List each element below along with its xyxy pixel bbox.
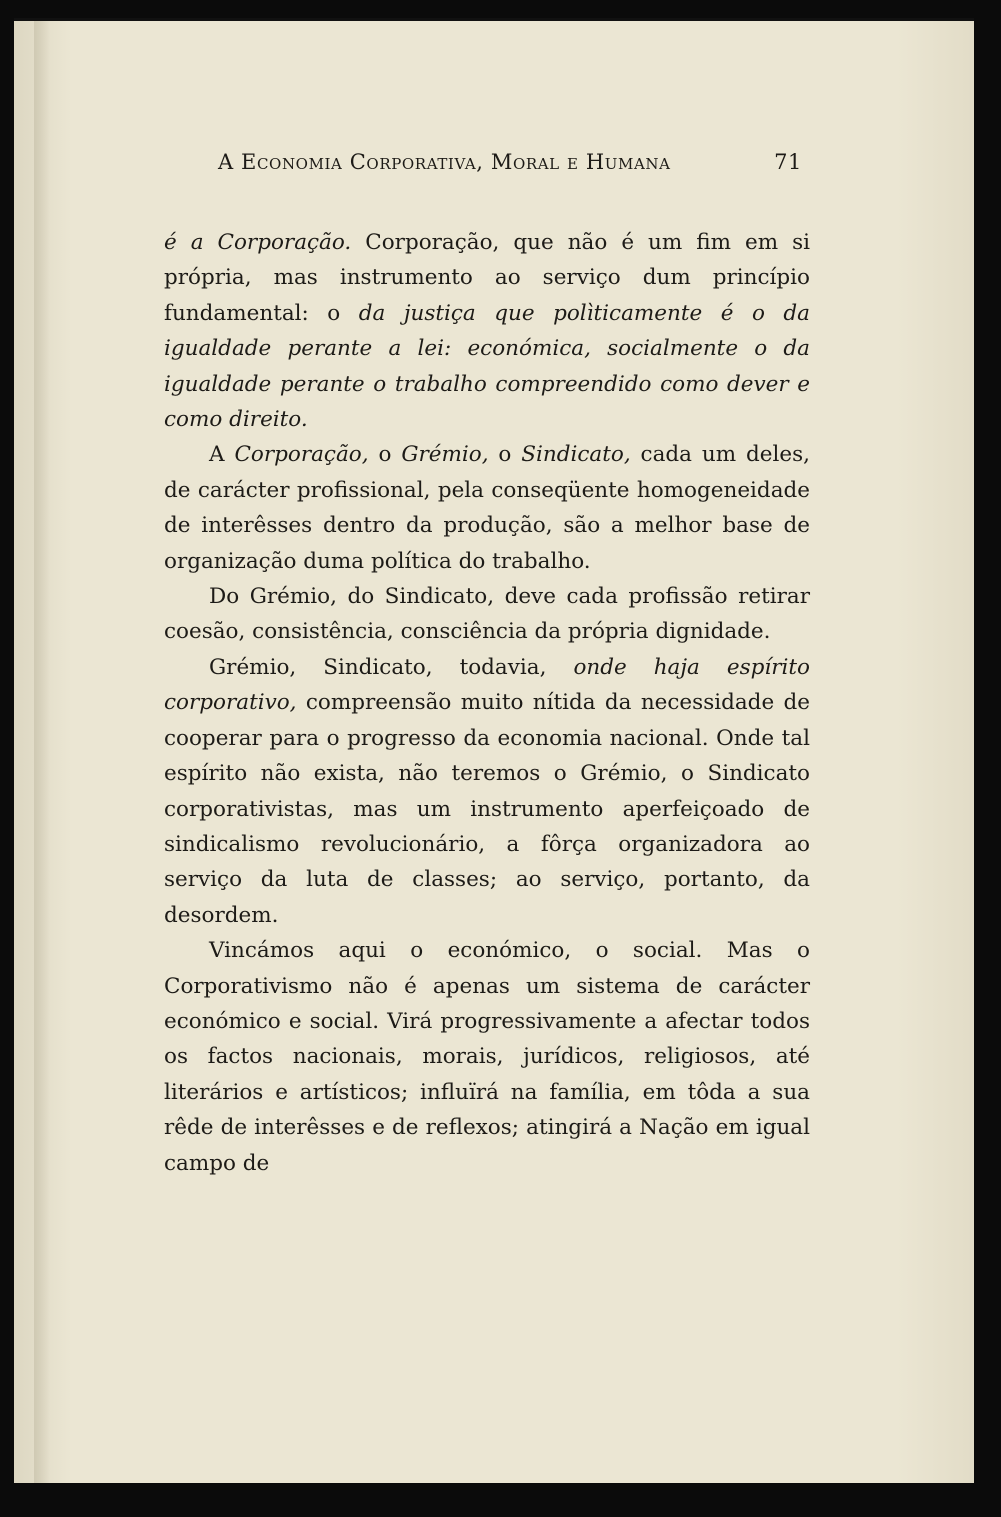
p1-italic-start: é a Corporação. [164, 230, 352, 255]
p2-italic-sindicato: Sindicato, [521, 442, 631, 468]
p1-text: Corporação, que não é um fim em si própria, mas instrumento ao serviço dum princípio fundamental: o [164, 230, 811, 326]
body-text [164, 225, 810, 1181]
p4-text-1: Grémio, Sindicato, todavia, [209, 654, 574, 680]
paragraph-4 [164, 650, 810, 933]
paragraph-2 [164, 437, 810, 579]
running-head [218, 150, 802, 174]
paragraph-1 [164, 225, 810, 437]
p2-text-1: A [209, 442, 235, 468]
page-number: 71 [774, 150, 802, 174]
p2-text-2: o [368, 442, 402, 468]
p4-italic: onde haja espírito corporativo, [164, 654, 810, 716]
paragraph-3 [164, 579, 810, 650]
p5-text: Vincámos aqui o económico, o social. Mas o Corporativismo não é apenas um sistema de carácter económico e social. Virá progressivamente a afectar todos os factos nacionais, morais, jurídicos, religiosos, até literários e artísticos; influïrá na família, em tôda a sua rêde de interêsses e de reflexos; atingirá a Nação em igual campo de [164, 938, 810, 1176]
p2-text-4: cada um deles, de carácter profissional, pela conseqüente homogeneidade de interêsses dentro da produção, são a melhor base de organização duma política do trabalho. [164, 442, 810, 574]
page-gutter-shadow [34, 21, 50, 1483]
paragraph-5 [164, 933, 810, 1181]
p2-italic-corporacao: Corporação, [234, 442, 369, 468]
running-head-title: A Economia Corporativa, Moral e Humana [218, 150, 671, 174]
p2-italic-gremio: Grémio, [401, 442, 489, 468]
p2-text-3: o [488, 442, 522, 468]
p1-italic-end: da justiça que polìticamente é o da igualdade perante a lei: económica, socialmente o da igualdade perante o trabalho compreendido como dever e como direito. [164, 300, 811, 433]
p4-text-2: compreensão muito nítida da necessidade de cooperar para o progresso da economia nacional. Onde tal espírito não exista, não teremos o Grémio, o Sindicato corporativistas, mas um instrumento aperfeiçoado de sindicalismo revolucionário, a fôrça organizadora ao serviço da luta de classes; ao serviço, portanto, da desordem. [164, 690, 810, 928]
p3-text: Do Grémio, do Sindicato, deve cada profissão retirar coesão, consistência, consciência da própria dignidade. [164, 584, 810, 645]
